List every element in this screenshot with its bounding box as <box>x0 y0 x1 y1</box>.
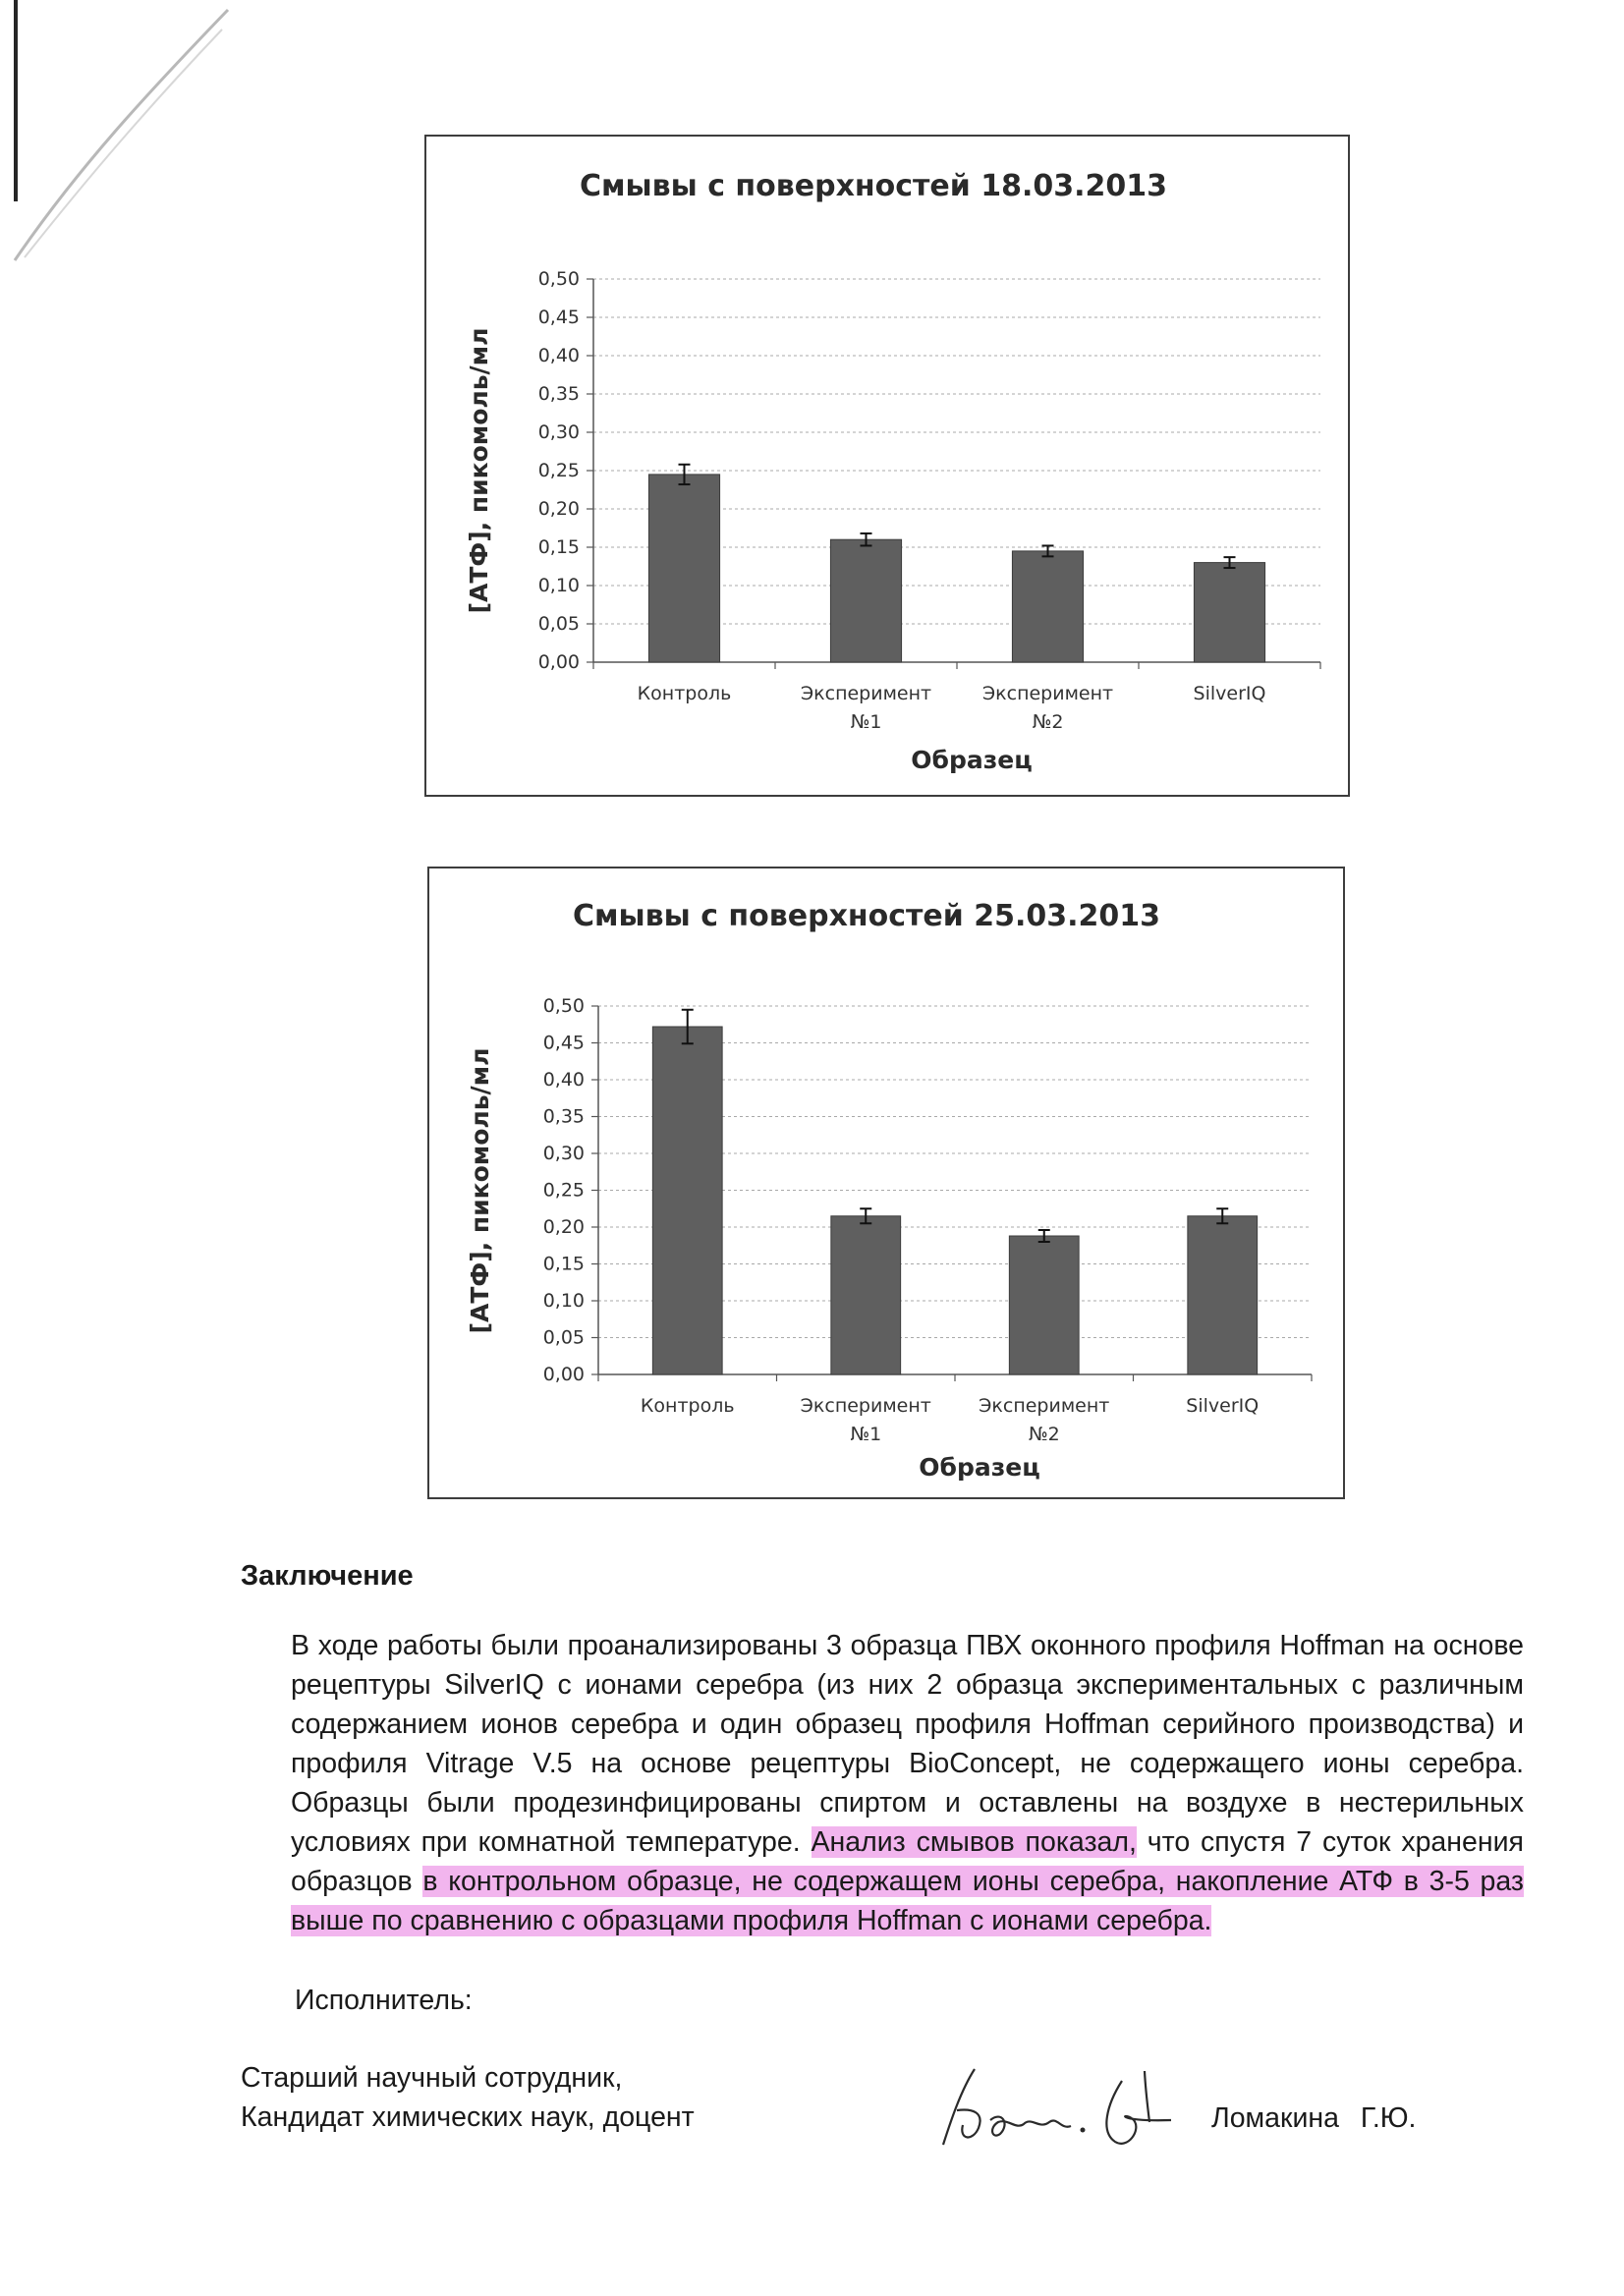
x-category-label: Эксперимент <box>981 683 1114 704</box>
bar <box>1194 563 1264 662</box>
y-tick-label: 0,25 <box>537 460 580 481</box>
highlighted-text: Анализ смывов показал, <box>811 1826 1137 1858</box>
conclusion-paragraph <box>291 1626 1524 1940</box>
x-category-label: Эксперимент <box>800 1395 931 1417</box>
position-line: Кандидат химических наук, доцент <box>241 2101 695 2133</box>
executor-label: Исполнитель: <box>295 1985 473 2016</box>
x-category-label: №1 <box>850 711 882 733</box>
bar <box>652 1027 722 1374</box>
x-axis-title: Образец <box>919 1453 1040 1482</box>
handwritten-signature <box>914 2051 1189 2159</box>
y-tick-label: 0,00 <box>537 651 580 673</box>
y-tick-label: 0,05 <box>537 613 580 635</box>
x-category-label: SilverIQ <box>1193 683 1266 704</box>
bar <box>1009 1236 1079 1374</box>
bar <box>830 539 901 662</box>
highlighted-text: в контрольном образце, не содержащем ионы серебра, накопление АТФ в 3-5 раз выше по сравнению с образцами профиля Hoffman с ионами серебра. <box>291 1866 1525 1936</box>
y-tick-label: 0,40 <box>542 1069 585 1091</box>
x-category-label: №1 <box>850 1424 882 1445</box>
y-tick-label: 0,45 <box>537 307 580 328</box>
y-tick-label: 0,20 <box>542 1216 585 1238</box>
bar <box>648 475 719 662</box>
y-tick-label: 0,30 <box>542 1143 585 1164</box>
x-category-label: Контроль <box>640 1395 735 1417</box>
conclusion-text: В ходе работы были проанализированы 3 образца ПВХ оконного профиля Hoffman на основе рецептуры SilverIQ с ионами серебра (из них 2 образца экспериментальных с различным содержанием ионов серебра и один образец профиля Hoffman серийного производства) и профиля Vitrage V.5 на основе рецептуры BioConcept, не содержащего ионы серебра. Образцы были продезинфицированы спиртом и оставлены на воздухе в нестерильных условиях при комнатной температуре. <box>291 1630 1524 1858</box>
y-tick-label: 0,50 <box>537 268 580 290</box>
y-tick-label: 0,10 <box>542 1290 585 1312</box>
chart-ats-2013-03-25 <box>427 867 1345 1499</box>
signatory-position <box>241 2058 695 2137</box>
position-line: Старший научный сотрудник, <box>241 2062 623 2094</box>
y-tick-label: 0,25 <box>542 1179 585 1202</box>
y-tick-label: 0,15 <box>542 1253 585 1275</box>
x-category-label: №2 <box>1032 711 1064 733</box>
x-category-label: Эксперимент <box>800 683 932 704</box>
chart-ats-2013-03-18 <box>424 135 1350 797</box>
y-axis-title: [АТФ], пикомоль/мл <box>466 1047 494 1334</box>
y-tick-label: 0,05 <box>542 1326 585 1349</box>
y-tick-label: 0,45 <box>542 1032 585 1054</box>
y-tick-label: 0,10 <box>537 575 580 596</box>
conclusion-text: что спустя 7 суток хранения образцов <box>291 1826 1524 1897</box>
y-tick-label: 0,35 <box>542 1105 585 1128</box>
x-category-label: SilverIQ <box>1186 1395 1260 1417</box>
bar <box>1188 1216 1258 1374</box>
scan-artifact-streak <box>0 0 236 275</box>
y-tick-label: 0,30 <box>537 421 580 443</box>
y-tick-label: 0,00 <box>542 1364 585 1385</box>
y-tick-label: 0,40 <box>537 345 580 366</box>
x-category-label: Контроль <box>637 683 732 704</box>
x-axis-title: Образец <box>911 746 1033 774</box>
y-tick-label: 0,35 <box>537 383 580 405</box>
signatory-name: Ломакина Г.Ю. <box>1211 2102 1417 2134</box>
conclusion-heading: Заключение <box>241 1560 414 1592</box>
x-category-label: №2 <box>1028 1424 1060 1445</box>
y-tick-label: 0,15 <box>537 536 580 558</box>
chart-title: Смывы с поверхностей 18.03.2013 <box>579 169 1168 203</box>
chart-svg <box>426 137 1348 795</box>
y-tick-label: 0,50 <box>542 995 585 1017</box>
chart-svg <box>429 868 1343 1497</box>
bar <box>1012 551 1083 662</box>
y-tick-label: 0,20 <box>537 498 580 520</box>
x-category-label: Эксперимент <box>979 1395 1110 1417</box>
bar <box>831 1216 901 1374</box>
chart-title: Смывы с поверхностей 25.03.2013 <box>572 899 1161 933</box>
y-axis-title: [АТФ], пикомоль/мл <box>465 327 493 614</box>
